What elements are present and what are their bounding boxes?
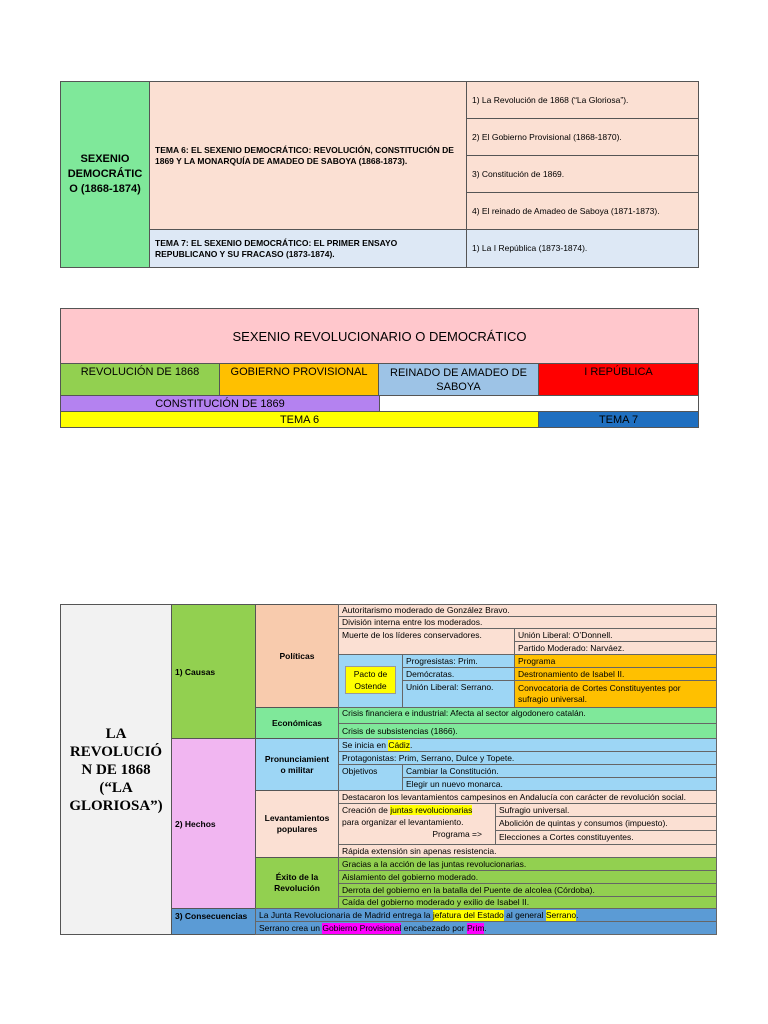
tema6-item-text: 2) El Gobierno Provisional (1868-1870). [472,131,622,142]
section-consecuencias [171,908,256,935]
timeline-title [60,308,699,364]
exito-row [338,857,717,871]
row-text: Serrano crea un [259,922,323,933]
pacto-label [345,666,396,694]
row-text: Rápida extensión sin apenas resistencia. [342,845,497,856]
tema7-cell [149,229,467,268]
gloriosa-title-cell [60,604,172,935]
constitucion-bar [60,395,380,412]
lider-row [514,641,717,655]
tema6-item-text: 4) El reinado de Amadeo de Saboya (1871-1873). [472,205,660,216]
consecuencias-row [255,908,717,922]
highlight-gobierno: Gobierno Provisional [322,922,402,933]
sexenio-title-line: DEMOCRÁTIC [67,168,143,180]
lev-row [338,790,717,804]
sub-label: Pronunciamient [264,753,330,764]
tema6-item-2 [466,118,699,156]
lev-creacion [338,803,496,845]
pron-row [338,738,717,752]
phase-label: REVOLUCIÓN DE 1868 [80,366,200,378]
row-text: . [576,909,579,920]
constitucion-label: CONSTITUCIÓN DE 1869 [155,397,285,410]
section-label: 3) Consecuencias [175,911,248,921]
tema6-item-1 [466,81,699,119]
section-hechos [171,738,256,909]
row-text: Se inicia en [342,739,389,750]
phase-label: REINADO DE AMADEO DE SABOYA [390,367,527,393]
row-text: Muerte de los líderes conservadores. [342,630,482,640]
tema6-bar-label: TEMA 6 [279,413,320,426]
row-text: . [484,922,487,933]
lev-prog-item [495,830,717,845]
phase-label: I REPÚBLICA [584,366,653,378]
pacto-programa [514,654,717,668]
row-text: Objetivos [342,766,378,776]
sub-label: Económicas [271,718,323,728]
gloriosa-title-line: LA [105,725,127,742]
politicas-row [338,628,515,655]
sub-economicas [255,707,339,739]
tema6-item-text: 3) Constitución de 1869. [472,168,565,179]
row-text: Destronamiento de Isabel II. [518,668,625,679]
row-text: al general [503,909,546,920]
tema7-item-1 [466,229,699,268]
highlight-juntas: juntas revolucionarias [390,805,473,815]
sub-pronunciamiento [255,738,339,791]
sub-politicas [255,604,339,708]
sexenio-title-line: SEXENIO [80,153,130,165]
economicas-row [338,707,717,724]
tema6-bar [60,411,539,428]
row-text: Derrota del gobierno en la batalla del Puente de alcolea (Córdoba). [342,884,595,895]
tema6-item-3 [466,155,699,193]
sub-label: populares [276,824,318,834]
row-text: Protagonistas: Prim, Serrano, Dulce y Topete. [342,752,515,763]
row-text: Destacaron los levantamientos campesinos en Andalucía con carácter de revolución social. [342,791,686,802]
row-text: Sufragio universal. [499,804,570,815]
row-text: División interna entre los moderados. [342,617,483,627]
sub-label: o militar [280,764,314,775]
row-text: Partido Moderado: Narváez. [518,642,625,653]
sexenio-title-cell [60,81,150,268]
row-text: Abolición de quintas y consumos (impuesto). [499,818,668,828]
row-text: Unión Liberal: O’Donnell. [518,629,613,640]
exito-row [338,883,717,897]
row-text: Caída del gobierno moderado y exilio de Isabel II. [342,897,530,907]
sexenio-title-line: O (1868-1874) [69,183,141,195]
row-text: sufragio universal. [518,694,587,704]
sub-levantamientos [255,790,339,858]
pacto-label-line: Pacto de [353,669,388,679]
row-text: Elegir un nuevo monarca. [406,778,503,789]
phase-gobierno [219,363,379,396]
phase-revolucion [60,363,220,396]
row-text: Convocatoria de Cortes Constituyentes por [518,683,681,693]
tema6-item-text: 1) La Revolución de 1868 (“La Gloriosa”). [472,94,629,105]
row-text: Cambiar la Constitución. [406,765,499,776]
sub-label: Revolución [274,883,320,893]
sub-exito [255,857,339,909]
pacto-party [402,667,515,681]
lider-row [514,628,717,642]
row-text: Progresistas: Prim. [406,655,478,666]
highlight-cadiz: Cádiz [388,739,411,750]
tema7-text: TEMA 7: EL SEXENIO DEMOCRÁTICO: EL PRIMER ENSAYO REPUBLICANO Y SU FRACASO (1873-1874). [155,237,398,259]
row-text: Autoritarismo moderado de González Bravo. [342,605,510,615]
tema6-text: TEMA 6: EL SEXENIO DEMOCRÁTICO: REVOLUCIÓN, CONSTITUCIÓN DE 1869 Y LA MONARQUÍA DE AMADEO DE SABOYA (1868-1873). [155,144,454,166]
gloriosa-title-line: REVOLUCIÓ [69,743,163,760]
pacto-party [402,654,515,668]
consecuencias-row [255,921,717,935]
tema7-item-text: 1) La I República (1873-1874). [472,243,588,253]
gloriosa-title-line: N DE 1868 [81,761,151,778]
pacto-block [338,654,403,708]
row-text: encabezado por [401,922,467,933]
row-text: Programa [518,655,556,666]
constitucion-empty [379,395,699,412]
row-text: . [410,739,413,750]
lev-prog-item [495,816,717,831]
sub-label: Políticas [279,651,315,661]
row-text: Crisis financiera e industrial: Afecta al sector algodonero catalán. [342,708,586,718]
row-text: Aislamiento del gobierno moderado. [342,871,479,882]
row-text: Unión Liberal: Serrano. [406,682,494,692]
row-text: Elecciones a Cortes constituyentes. [499,832,634,842]
row-text: Programa => [432,829,482,839]
exito-row [338,870,717,884]
sub-label: Levantamientos [264,813,330,823]
pacto-label-line: Ostende [354,681,387,691]
tema7-bar [538,411,699,428]
lev-prog-item [495,803,717,817]
pacto-party [402,680,515,708]
gloriosa-title-line: GLORIOSA”) [69,797,163,814]
highlight-jefatura: jefatura del Estado [432,909,504,920]
pron-row [338,751,717,765]
lev-row [338,844,717,858]
tema7-bar-label: TEMA 7 [598,413,639,426]
pron-obj-item [402,764,717,778]
row-text: Creación de [342,805,391,815]
pacto-programa [514,667,717,681]
timeline-title-text: SEXENIO REVOLUCIONARIO O DEMOCRÁTICO [232,328,527,344]
row-text: Crisis de subsistencias (1866). [342,725,458,736]
section-label: 1) Causas [175,666,216,677]
highlight-serrano: Serrano [545,909,577,920]
section-label: 2) Hechos [175,818,216,829]
row-text: La Junta Revolucionaria de Madrid entrega la [259,909,433,920]
row-text: Demócratas. [406,668,455,679]
gloriosa-title-line: (“LA [99,779,133,796]
phase-amadeo [378,363,539,396]
economicas-row [338,723,717,739]
row-text: Gracias a la acción de las juntas revolucionarias. [342,858,527,869]
pron-obj-item [402,777,717,791]
sub-label: Éxito de la [275,872,319,882]
tema6-cell [149,81,467,230]
tema6-item-4 [466,192,699,230]
highlight-prim: Prim [466,922,485,933]
phase-republica [538,363,699,396]
section-causas [171,604,256,739]
row-text: para organizar el levantamiento. [342,817,464,827]
pacto-programa [514,680,717,708]
pron-objetivos [338,764,403,791]
phase-label: GOBIERNO PROVISIONAL [230,366,368,378]
